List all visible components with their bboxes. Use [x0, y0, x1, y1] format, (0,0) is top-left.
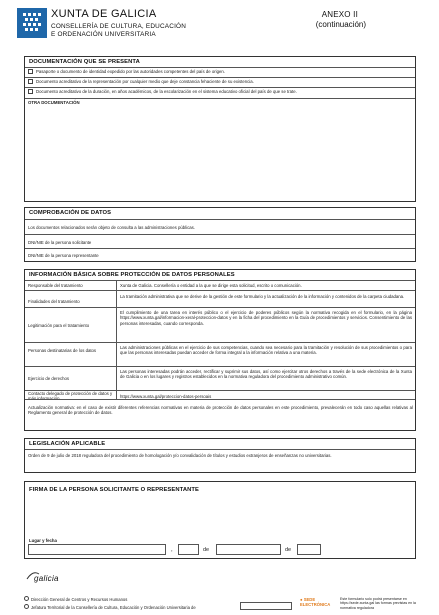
year-field[interactable]	[297, 544, 321, 555]
annex-title: ANEXO II	[321, 10, 358, 19]
place-date-label: Lugar y fecha	[29, 538, 57, 543]
recipient-option-2: Jefatura Territorial de la Consellería de Cultura, Educación y Ordenación Universitaria de	[31, 605, 196, 610]
legislation-section	[24, 438, 416, 473]
data-check-row-1: DNI/NIE de la persona solicitante	[28, 240, 92, 245]
privacy-value-contact: https://www.xunta.gal/proteccion-datos-persoais	[120, 394, 212, 399]
place-field[interactable]	[28, 544, 166, 555]
privacy-title: INFORMACIÓN BÁSICA SOBRE PROTECCIÓN DE DATOS PERSONALES	[29, 272, 235, 278]
month-field[interactable]	[216, 544, 281, 555]
data-check-row-2: DNI/NIE de la persona representante	[28, 253, 99, 258]
galicia-logo: galicia	[34, 574, 59, 583]
privacy-label-rights: Ejercicio de derechos	[28, 376, 70, 381]
privacy-value-purposes: La tramitación administrativa que se derive de la gestión de este formulario y la actualización de la información y contenidos de la carpeta ciudadana.	[120, 294, 405, 299]
signature-title: FIRMA DE LA PERSONA SOLICITANTE O REPRESENTANTE	[29, 487, 200, 493]
data-check-intro: Los documentos relacionados serán objeto de consulta a las administraciones públicas.	[28, 225, 195, 230]
recipient-province-field[interactable]	[240, 602, 292, 610]
electronic-office-note: Este formulario solo podrá presentarse en https://sede.xunta.gal las formas previstas en la normativa reguladora	[340, 597, 416, 610]
signature-section	[24, 481, 416, 559]
comma-separator: ,	[171, 547, 173, 553]
xunta-crest-icon	[17, 8, 47, 38]
privacy-value-legitimation: El cumplimiento de una tarea en interés público o el ejercicio de poderes públicos según la normativa recogida en el formulario, en la página https://www.xunta.gal/informacion-xeral-proteccion-datos y en la ficha del procedimiento en la Guía de procedimientos y servicios. Consentimiento de las personas interesadas, cuando corresponda.	[120, 310, 412, 326]
privacy-section	[24, 269, 416, 431]
annex-subtitle: (continuación)	[315, 20, 366, 29]
de-label-2: de	[285, 547, 292, 553]
recipient-checkbox-1[interactable]	[24, 596, 29, 601]
logo-department	[51, 23, 201, 39]
document-item-1: Pasaporte o documento de identidad expedido por las autoridades competentes del país de origen.	[36, 69, 225, 74]
privacy-label-legitimation: Legitimación para el tratamiento	[28, 323, 90, 328]
recipient-checkbox-2[interactable]	[24, 604, 29, 609]
de-label-1: de	[203, 547, 210, 553]
logo-department-line1: CONSELLERÍA DE CULTURA, EDUCACIÓN	[51, 23, 187, 30]
recipient-option-1: Dirección General de Centros y Recursos Humanos	[31, 597, 128, 602]
page-header	[17, 6, 423, 52]
privacy-label-contact: Contacto delegado de protección de datos y más información	[28, 391, 113, 402]
privacy-value-controller: Xunta de Galicia. Consellería o entidad a la que se dirige esta solicitud, escrito o comunicación.	[120, 283, 302, 288]
data-check-title: COMPROBACIÓN DE DATOS	[29, 210, 112, 216]
document-item-3: Documento acreditativo de la duración, en años académicos, de la escolarización en el sistema educativo oficial del país de que se trate.	[36, 89, 297, 94]
electronic-office-label	[300, 597, 338, 607]
documents-title: DOCUMENTACIÓN QUE SE PRESENTA	[29, 59, 140, 65]
other-documentation-field[interactable]	[26, 107, 414, 200]
privacy-label-purposes: Finalidades del tratamiento	[28, 299, 80, 304]
day-field[interactable]	[178, 544, 199, 555]
legislation-title: LEGISLACIÓN APLICABLE	[29, 441, 106, 447]
privacy-label-controller: Responsable del tratamiento	[28, 283, 83, 288]
privacy-label-recipients: Personas destinatarias de los datos	[28, 348, 97, 353]
other-documentation-label: OTRA DOCUMENTACIÓN	[28, 100, 80, 105]
document-item-2: Documento acreditativo de la representación por cualquier medio que deje constancia fehaciente de su existencia.	[36, 79, 254, 84]
privacy-value-recipients: Las administraciones públicas en el ejercicio de sus competencias, cuando sea necesario para la tramitación y resolución de sus procedimientos o para que las personas interesadas puedan acceder de forma integral a la información relativa a una materia.	[120, 345, 412, 356]
electronic-office-icon: ●	[300, 597, 303, 602]
logo-name: XUNTA DE GALICIA	[51, 8, 157, 20]
electronic-office-text: SEDE ELECTRÓNICA	[300, 597, 331, 607]
data-check-section	[24, 207, 416, 262]
document-checkbox-2[interactable]	[28, 79, 33, 84]
logo-department-line2: E ORDENACIÓN UNIVERSITARIA	[51, 31, 156, 38]
document-checkbox-3[interactable]	[28, 89, 33, 94]
privacy-update-note: Actualización normativa: en el caso de existir diferentes referencias normativas en materia de protección de datos personales en este procedimiento, prevalecerán en todo caso aquellas relativas al Reglamento general de protección de datos.	[28, 405, 413, 416]
document-checkbox-1[interactable]	[28, 69, 33, 74]
privacy-value-rights: Las personas interesadas podrán acceder, rectificar y suprimir sus datos, así como ejercitar otros derechos a través de la sede electrónica de la Xunta de Galicia o en los lugares y registros establecidos en la normativa reguladora del procedimiento administrativo común.	[120, 369, 412, 380]
legislation-text: Orden de 9 de julio de 2018 reguladora del procedimiento de homologación y/o convalidación de títulos y estudios extranjeros de enseñanzas no universitarias.	[28, 453, 332, 458]
documents-section	[24, 56, 416, 202]
